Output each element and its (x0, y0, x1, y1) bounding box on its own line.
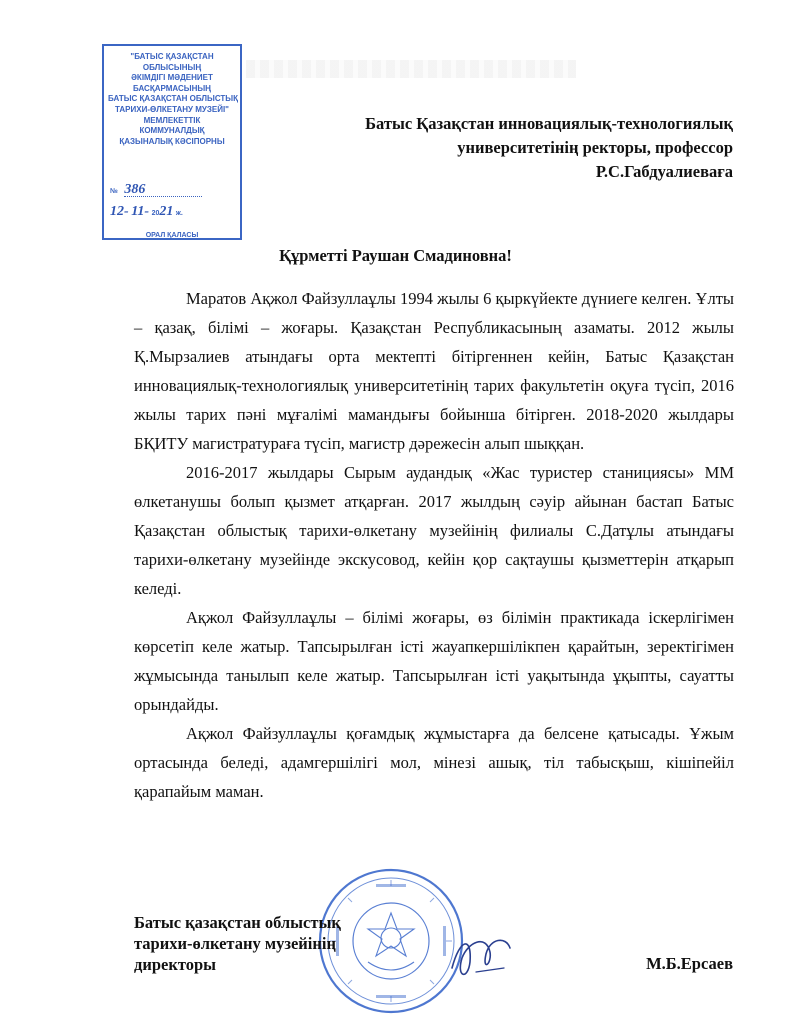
stamp-number-row (110, 184, 234, 198)
stamp-line: БАТЫС ҚАЗАҚСТАН ОБЛЫСТЫҚ (108, 94, 239, 104)
registration-stamp (102, 44, 242, 240)
stamp-date-suffix: ж. (175, 210, 183, 217)
faint-background-mark (246, 60, 576, 78)
stamp-city: ОРАЛ ҚАЛАСЫ (145, 232, 199, 239)
stamp-date-row: 12- 11- 2021 ж. (110, 204, 183, 219)
stamp-number-label: № (110, 188, 118, 195)
stamp-line: "БАТЫС ҚАЗАҚСТАН (130, 52, 214, 61)
stamp-line: ОБЛЫСЫНЫҢ (142, 62, 202, 72)
stamp-date-year-prefix: 20 (151, 210, 160, 217)
stamp-number-value: 386 (124, 182, 146, 197)
stamp-line: ҚАЗЫНАЛЫҚ КӘСІПОРНЫ (119, 136, 225, 146)
stamp-line: ТАРИХИ-ӨЛКЕТАНУ МУЗЕЙІ" (115, 104, 229, 114)
signature-block (134, 912, 341, 975)
addressee-block (365, 112, 733, 184)
body-paragraph: Ақжол Файзуллаұлы – білімі жоғары, өз білімін практикада іскерлігімен көрсетіп келе жатыр. Тапсырылған істі жауапкершілікпен қарайтын, зеректігімен жұмысында танылып келе жатыр. Тапсырылған істі уақытында ұқыпты, сауатты орындайды. (134, 608, 734, 714)
signer-name: М.Б.Ерсаев (646, 954, 733, 973)
stamp-line: КОММУНАЛДЫҚ (139, 126, 205, 136)
signature-position: директоры (134, 955, 217, 974)
stamp-line: ӘКІМДІГІ МӘДЕНИЕТ (131, 73, 213, 83)
signature-org-line-2: тарихи-өлкетану музейінің (134, 934, 336, 953)
addressee-line-3: Р.С.Габдуалиеваға (595, 162, 733, 181)
handwritten-signature (446, 928, 516, 988)
body-paragraph: Ақжол Файзуллаұлы қоғамдық жұмыстарға да белсене қатысады. Ұжым ортасында беледі, адамгершілігі мол, мінезі ашық, тіл табысқыш, кішіпейіл қарапайым маман. (134, 724, 734, 801)
stamp-date-day: 12 (110, 204, 124, 219)
stamp-line: БАСҚАРМАСЫНЫҢ (133, 83, 211, 93)
addressee-line-2: университетінің ректоры, профессор (457, 138, 733, 157)
signature-org-line-1: Батыс қазақстан облыстық (134, 913, 341, 932)
stamp-line: МЕМЛЕКЕТТІК (143, 115, 201, 125)
stamp-date-year-suffix: 21 (159, 204, 174, 219)
body-paragraph: Маратов Ақжол Файзуллаұлы 1994 жылы 6 қыркүйекте дүниеге келген. Ұлты – қазақ, білімі – жоғары. Қазақстан Республикасының азаматы. 2012 жылы Қ.Мырзалиев атындағы орта мектепті бітіргеннен кейін, Батыс Қазақстан инновациялық-технологиялық университетінің тарих факультетін оқуға түсіп, 2016 жылы тарих пәні мұғалімі мамандығы бойынша бітірген. 2018-2020 жылдары БҚИТУ магистратураға түсіп, магистр дәрежесін алып шыққан. (134, 289, 734, 453)
body-paragraph: 2016-2017 жылдары Сырым аудандық «Жас туристер станициясы» ММ өлкетанушы болып қызмет атқарған. 2017 жылдың сәуір айынан бастап Батыс Қазақстан облыстық тарихи-өлкетану музейінің филиалы С.Датұлы атындағы тарихи-өлкетану музейінде экскусовод, кейін қор сақтаушы қызметтерін атқарып келеді. (134, 463, 734, 598)
greeting: Құрметті Раушан Смадиновна! (279, 246, 512, 265)
addressee-line-1: Батыс Қазақстан инновациялық-технологиялық (365, 114, 733, 133)
stamp-date-month: 11 (131, 204, 145, 219)
letter-body (134, 284, 734, 806)
